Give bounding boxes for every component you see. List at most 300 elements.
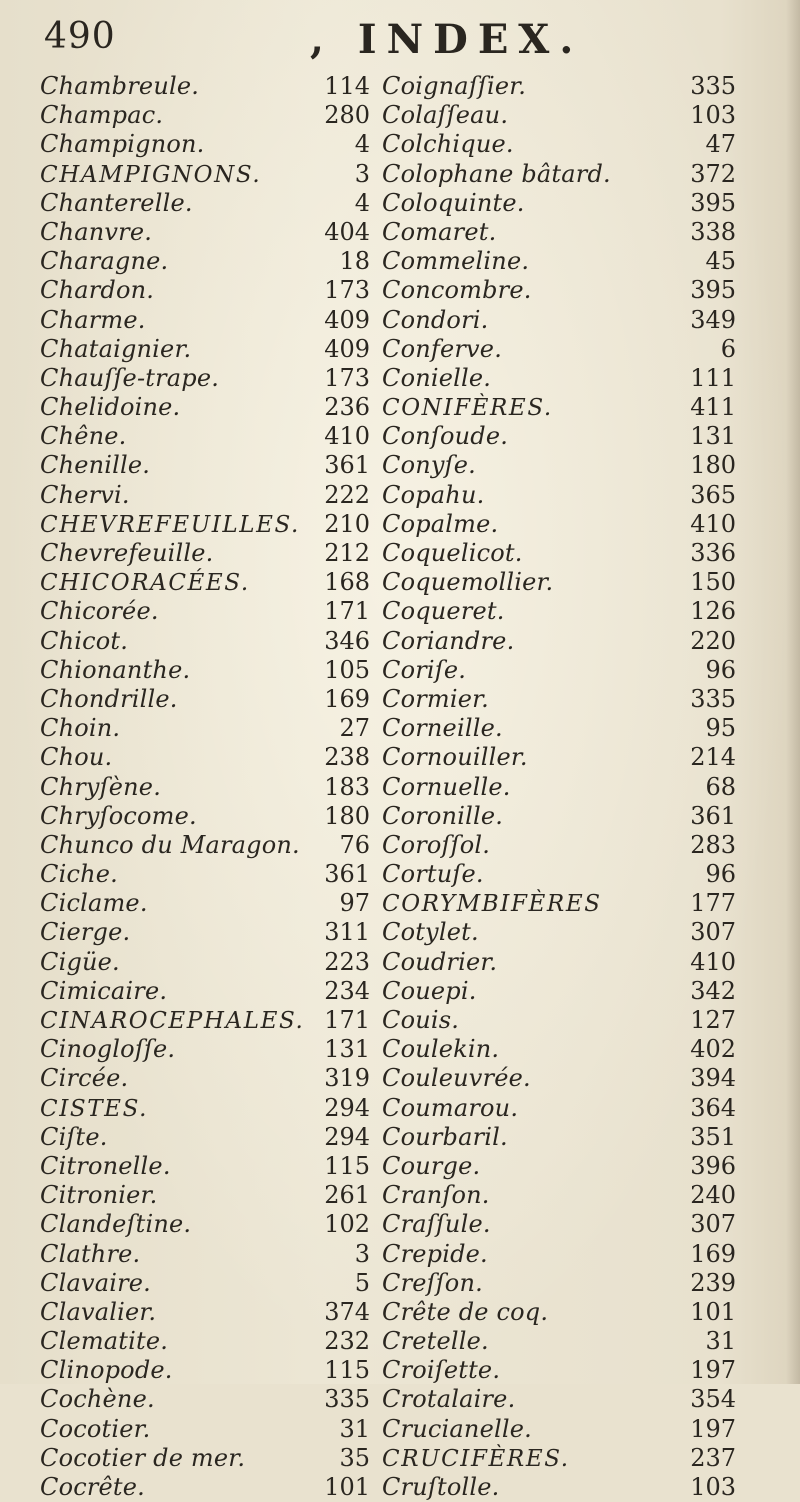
index-page-ref: 171 — [324, 1006, 370, 1034]
index-page-ref: 311 — [324, 918, 370, 947]
index-page-ref: 212 — [324, 539, 370, 567]
index-page-ref: 3 — [354, 1239, 370, 1268]
index-entry — [382, 948, 736, 977]
index-term: Courbaril. — [382, 1122, 508, 1151]
index-term: Chenille. — [40, 451, 151, 480]
page-edge-shadow — [786, 0, 800, 1384]
index-page-ref: 197 — [690, 1414, 736, 1443]
index-entry — [382, 1210, 736, 1239]
index-entry — [382, 72, 736, 101]
index-entry — [40, 306, 370, 335]
index-entry — [382, 568, 736, 597]
index-term: Cranſon. — [382, 1181, 490, 1210]
index-entry — [382, 101, 736, 130]
index-page-ref: 223 — [324, 947, 370, 976]
index-term: Cocrête. — [40, 1473, 146, 1501]
index-page-ref: 210 — [324, 509, 370, 538]
index-entry — [40, 597, 370, 626]
index-term: Crête de coq. — [382, 1297, 549, 1326]
index-entry — [382, 160, 736, 189]
index-page-ref: 103 — [690, 101, 736, 130]
index-entry — [40, 1298, 370, 1327]
index-term: Condori. — [382, 305, 489, 334]
index-entry — [40, 1094, 370, 1123]
index-entry — [40, 1385, 370, 1414]
index-entry — [382, 1064, 736, 1093]
index-entry — [382, 977, 736, 1006]
index-page-ref: 31 — [339, 1414, 370, 1443]
index-term: Charme. — [40, 305, 146, 334]
index-term: Copalme. — [382, 509, 499, 538]
index-page-ref: 131 — [324, 1035, 370, 1064]
index-entry — [382, 1269, 736, 1298]
index-entry — [40, 539, 370, 568]
index-entry — [382, 481, 736, 510]
index-entry — [40, 568, 370, 597]
index-term: Copahu. — [382, 480, 485, 509]
index-entry — [40, 510, 370, 539]
index-term: Colophane bâtard. — [382, 159, 611, 188]
index-page-ref: 96 — [705, 655, 736, 684]
index-term: Ciſte. — [40, 1122, 108, 1151]
index-entry — [40, 422, 370, 451]
index-entry — [40, 335, 370, 364]
index-entry — [382, 1152, 736, 1181]
index-page-ref: 338 — [690, 217, 736, 246]
index-column-right — [382, 72, 736, 1502]
index-entry — [40, 1473, 370, 1502]
index-term: Coronille. — [382, 801, 504, 830]
index-family-term: CINAROCEPHALES. — [40, 1008, 305, 1034]
index-page-ref: 342 — [690, 976, 736, 1005]
index-page-ref: 6 — [720, 334, 736, 363]
index-entry — [40, 831, 370, 860]
index-family-term: CHEVREFEUILLES. — [40, 511, 300, 538]
index-entry — [40, 685, 370, 714]
index-page-ref: 409 — [324, 334, 370, 363]
index-entry — [382, 1240, 736, 1269]
index-term: Chataignier. — [40, 334, 192, 363]
index-page-ref: 232 — [324, 1327, 370, 1356]
index-term: Clavalier. — [40, 1297, 157, 1326]
index-entry — [40, 1006, 370, 1035]
index-page-ref: 364 — [690, 1093, 736, 1122]
index-page-ref: 361 — [324, 860, 370, 889]
index-term: Clinopode. — [40, 1356, 173, 1385]
index-entry — [40, 948, 370, 977]
index-term: Charagne. — [40, 247, 169, 276]
index-entry — [382, 1006, 736, 1035]
index-term: Chryſocome. — [40, 801, 197, 830]
index-term: Coqueret. — [382, 597, 505, 626]
index-page-ref: 410 — [324, 422, 370, 451]
index-entry — [382, 714, 736, 743]
index-entry — [40, 393, 370, 422]
index-page-ref: 346 — [324, 626, 370, 655]
index-page-ref: 335 — [324, 1385, 370, 1414]
index-entry — [40, 101, 370, 130]
index-entry — [40, 1152, 370, 1181]
index-term: Clavaire. — [40, 1268, 151, 1297]
index-entry — [40, 1035, 370, 1064]
index-term: Chervi. — [40, 480, 130, 509]
index-entry — [382, 451, 736, 480]
index-page-ref: 396 — [690, 1151, 736, 1180]
index-page-ref: 45 — [705, 247, 736, 276]
index-page-ref: 214 — [690, 743, 736, 772]
index-entry — [382, 422, 736, 451]
index-page-ref: 395 — [690, 276, 736, 305]
index-page-ref: 372 — [690, 159, 736, 188]
index-term: Coudrier. — [382, 947, 498, 976]
index-entry — [382, 1181, 736, 1210]
index-term: Chondrille. — [40, 684, 178, 713]
index-page-ref: 35 — [339, 1443, 370, 1472]
index-term: Corneille. — [382, 714, 503, 743]
index-term: Couis. — [382, 1006, 460, 1034]
index-term: Ciche. — [40, 860, 118, 889]
index-term: Creſſon. — [382, 1268, 483, 1297]
index-entry — [40, 1269, 370, 1298]
index-term: Chevrefeuille. — [40, 539, 214, 567]
index-term: Croiſette. — [382, 1356, 501, 1385]
index-family-term: CISTES. — [40, 1095, 149, 1122]
index-entry — [40, 656, 370, 685]
index-entry — [382, 889, 736, 918]
index-entry — [40, 189, 370, 218]
index-term: Cocotier de mer. — [40, 1443, 246, 1472]
index-page-ref: 261 — [324, 1181, 370, 1210]
index-entry — [382, 1385, 736, 1414]
index-page-ref: 68 — [705, 772, 736, 801]
index-page-ref: 131 — [690, 422, 736, 451]
index-page-ref: 150 — [690, 568, 736, 597]
index-entry — [40, 1064, 370, 1093]
index-entry — [40, 627, 370, 656]
index-page-ref: 31 — [705, 1327, 736, 1356]
index-entry — [382, 627, 736, 656]
index-term: Cochène. — [40, 1385, 155, 1414]
index-page-ref: 4 — [354, 130, 370, 159]
index-page-ref: 169 — [690, 1239, 736, 1268]
index-term: Coulekin. — [382, 1035, 500, 1064]
index-page-ref: 236 — [324, 393, 370, 422]
index-term: Clematite. — [40, 1327, 169, 1356]
index-page-ref: 168 — [324, 568, 370, 597]
index-term: Coriandre. — [382, 626, 515, 655]
index-entry — [382, 306, 736, 335]
index-term: Crepide. — [382, 1239, 488, 1268]
index-entry — [40, 860, 370, 889]
index-term: Cretelle. — [382, 1327, 489, 1356]
index-page-ref: 361 — [324, 451, 370, 480]
index-page-ref: 18 — [339, 247, 370, 276]
index-term: Conferve. — [382, 334, 503, 363]
index-page-ref: 173 — [324, 276, 370, 305]
index-family-term: CORYMBIFÈRES — [382, 891, 602, 918]
index-term: Commeline. — [382, 247, 530, 276]
index-entry — [382, 918, 736, 947]
index-page-ref: 237 — [690, 1443, 736, 1472]
index-page-ref: 220 — [690, 626, 736, 655]
index-page-ref: 336 — [690, 539, 736, 567]
index-page-ref: 180 — [324, 801, 370, 830]
index-page-ref: 335 — [690, 684, 736, 713]
index-family-term: CRUCIFÈRES. — [382, 1445, 570, 1472]
index-term: Conielle. — [382, 363, 492, 392]
index-page-ref: 96 — [705, 860, 736, 889]
index-entry — [382, 218, 736, 247]
index-page-ref: 404 — [324, 217, 370, 246]
index-entry — [40, 1210, 370, 1239]
index-term: Choin. — [40, 714, 121, 743]
index-entry — [382, 831, 736, 860]
index-term: Conyſe. — [382, 451, 476, 480]
index-term: Colchique. — [382, 130, 514, 159]
index-page-ref: 240 — [690, 1181, 736, 1210]
index-page-ref: 307 — [690, 1210, 736, 1239]
index-page-ref: 351 — [690, 1122, 736, 1151]
index-entry — [382, 1356, 736, 1385]
index-entry — [40, 1123, 370, 1152]
index-page-ref: 47 — [705, 130, 736, 159]
index-term: Cruſtolle. — [382, 1473, 500, 1501]
index-entry — [40, 364, 370, 393]
index-term: Chauſſe-trape. — [40, 363, 220, 392]
index-term: Champac. — [40, 101, 164, 130]
index-term: Chardon. — [40, 276, 155, 305]
index-page-ref: 335 — [690, 72, 736, 100]
index-entry — [382, 189, 736, 218]
index-term: Courge. — [382, 1151, 481, 1180]
index-family-term: CHAMPIGNONS. — [40, 161, 262, 188]
page-number: 490 — [44, 16, 116, 57]
index-page-ref: 177 — [690, 889, 736, 918]
index-page-ref: 101 — [690, 1297, 736, 1326]
index-page-ref: 171 — [324, 597, 370, 626]
index-entry — [382, 802, 736, 831]
index-page-ref: 354 — [690, 1385, 736, 1414]
index-term: Clathre. — [40, 1239, 141, 1268]
index-entry — [40, 1356, 370, 1385]
index-family-term: CHICORACÉES. — [40, 570, 250, 597]
index-term: Cigüe. — [40, 947, 120, 976]
index-term: Ciclame. — [40, 889, 148, 918]
index-page-ref: 5 — [354, 1268, 370, 1297]
index-term: Conſoude. — [382, 422, 509, 451]
index-entry — [40, 130, 370, 159]
index-entry — [40, 977, 370, 1006]
index-term: Cortuſe. — [382, 860, 484, 889]
index-page-ref: 294 — [324, 1122, 370, 1151]
index-entry — [382, 130, 736, 159]
index-term: Cinogloſſe. — [40, 1035, 176, 1064]
running-title: , INDEX. — [310, 16, 584, 63]
index-entry — [40, 481, 370, 510]
index-term: Chou. — [40, 743, 113, 772]
index-entry — [382, 743, 736, 772]
index-page-ref: 97 — [339, 889, 370, 918]
index-term: Crucianelle. — [382, 1414, 532, 1443]
index-entry — [40, 1444, 370, 1473]
index-entry — [382, 773, 736, 802]
index-term: Coumarou. — [382, 1093, 519, 1122]
index-entry — [382, 1415, 736, 1444]
index-term: Cornouiller. — [382, 743, 528, 772]
index-term: Crotalaire. — [382, 1385, 516, 1414]
index-entry — [382, 335, 736, 364]
index-term: Chionanthe. — [40, 655, 191, 684]
index-entry — [382, 1444, 736, 1473]
index-entry — [382, 539, 736, 568]
index-term: Couleuvrée. — [382, 1064, 531, 1093]
index-term: Cornuelle. — [382, 772, 511, 801]
index-term: Coriſe. — [382, 655, 467, 684]
index-page-ref: 101 — [324, 1473, 370, 1501]
index-term: Chunco du Maragon. — [40, 830, 300, 859]
index-entry — [382, 393, 736, 422]
index-page-ref: 294 — [324, 1093, 370, 1122]
index-page-ref: 395 — [690, 188, 736, 217]
index-entry — [40, 218, 370, 247]
index-page-ref: 307 — [690, 918, 736, 947]
index-page-ref: 238 — [324, 743, 370, 772]
index-entry — [382, 247, 736, 276]
index-entry — [382, 1473, 736, 1502]
index-entry — [40, 1181, 370, 1210]
index-entry — [40, 889, 370, 918]
index-entry — [382, 597, 736, 626]
index-entry — [40, 1415, 370, 1444]
page-header — [0, 14, 800, 64]
index-page-ref: 283 — [690, 830, 736, 859]
index-entry — [40, 276, 370, 305]
index-term: Citronelle. — [40, 1151, 171, 1180]
index-page-ref: 115 — [324, 1356, 370, 1385]
index-entry — [382, 364, 736, 393]
index-page-ref: 102 — [324, 1210, 370, 1239]
index-term: Colaſſeau. — [382, 101, 509, 130]
index-term: Chicorée. — [40, 597, 159, 626]
index-page-ref: 27 — [339, 714, 370, 743]
index-page-ref: 394 — [690, 1064, 736, 1093]
index-entry — [40, 160, 370, 189]
index-term: Chanvre. — [40, 217, 153, 246]
index-page-ref: 111 — [690, 363, 736, 392]
index-term: Clandeſtine. — [40, 1210, 192, 1239]
index-term: Chryſène. — [40, 772, 162, 801]
index-entry — [40, 773, 370, 802]
index-term: Cierge. — [40, 918, 131, 947]
index-entry — [40, 714, 370, 743]
index-page-ref: 411 — [690, 393, 736, 422]
index-term: Citronier. — [40, 1181, 158, 1210]
index-entry — [40, 802, 370, 831]
index-entry — [382, 1327, 736, 1356]
index-entry — [382, 510, 736, 539]
index-term: Coroſſol. — [382, 830, 491, 859]
index-entry — [40, 1240, 370, 1269]
index-entry — [382, 1035, 736, 1064]
index-entry — [382, 1298, 736, 1327]
index-page-ref: 103 — [690, 1473, 736, 1501]
index-page-ref: 4 — [354, 188, 370, 217]
index-term: Coignaſſier. — [382, 72, 527, 100]
index-page-ref: 183 — [324, 772, 370, 801]
index-term: Cocotier. — [40, 1414, 151, 1443]
index-page-ref: 197 — [690, 1356, 736, 1385]
index-term: Comaret. — [382, 217, 497, 246]
index-page-ref: 173 — [324, 363, 370, 392]
index-family-term: CONIFÈRES. — [382, 395, 553, 422]
index-page-ref: 410 — [690, 509, 736, 538]
index-page-ref: 3 — [354, 159, 370, 188]
index-page-ref: 126 — [690, 597, 736, 626]
index-entry — [382, 656, 736, 685]
index-term: Coquelicot. — [382, 539, 523, 567]
index-entry — [40, 743, 370, 772]
index-term: Coloquinte. — [382, 188, 525, 217]
index-term: Cimicaire. — [40, 976, 168, 1005]
index-entry — [40, 1327, 370, 1356]
index-page-ref: 234 — [324, 976, 370, 1005]
index-page-ref: 180 — [690, 451, 736, 480]
index-page-ref: 76 — [339, 830, 370, 859]
index-term: Couepi. — [382, 976, 477, 1005]
index-entry — [382, 860, 736, 889]
index-page-ref: 365 — [690, 480, 736, 509]
index-entry — [40, 451, 370, 480]
index-page-ref: 374 — [324, 1297, 370, 1326]
index-term: Cotylet. — [382, 918, 479, 947]
index-page-ref: 114 — [324, 72, 370, 100]
index-page-ref: 115 — [324, 1151, 370, 1180]
index-term: Chambreule. — [40, 72, 200, 100]
index-entry — [40, 72, 370, 101]
index-page-ref: 127 — [690, 1006, 736, 1034]
index-term: Chêne. — [40, 422, 127, 451]
index-entry — [382, 276, 736, 305]
index-page-ref: 105 — [324, 655, 370, 684]
index-page-ref: 95 — [705, 714, 736, 743]
index-page-ref: 222 — [324, 480, 370, 509]
index-page-ref: 402 — [690, 1035, 736, 1064]
index-page-ref: 319 — [324, 1064, 370, 1093]
index-column-left — [40, 72, 370, 1502]
index-page-ref: 280 — [324, 101, 370, 130]
index-term: Circée. — [40, 1064, 129, 1093]
index-entry — [382, 1094, 736, 1123]
index-page-ref: 410 — [690, 947, 736, 976]
index-entry — [40, 247, 370, 276]
index-term: Chelidoine. — [40, 393, 181, 422]
index-term: Chicot. — [40, 626, 129, 655]
index-entry — [40, 918, 370, 947]
index-term: Craſſule. — [382, 1210, 491, 1239]
index-page-ref: 169 — [324, 684, 370, 713]
index-page-ref: 409 — [324, 305, 370, 334]
index-term: Cormier. — [382, 684, 489, 713]
index-page-ref: 239 — [690, 1268, 736, 1297]
index-term: Chanterelle. — [40, 188, 193, 217]
index-page-ref: 361 — [690, 801, 736, 830]
index-term: Coquemollier. — [382, 568, 554, 597]
index-term: Champignon. — [40, 130, 205, 159]
index-entry — [382, 1123, 736, 1152]
index-entry — [382, 685, 736, 714]
index-term: Concombre. — [382, 276, 532, 305]
index-page-ref: 349 — [690, 305, 736, 334]
